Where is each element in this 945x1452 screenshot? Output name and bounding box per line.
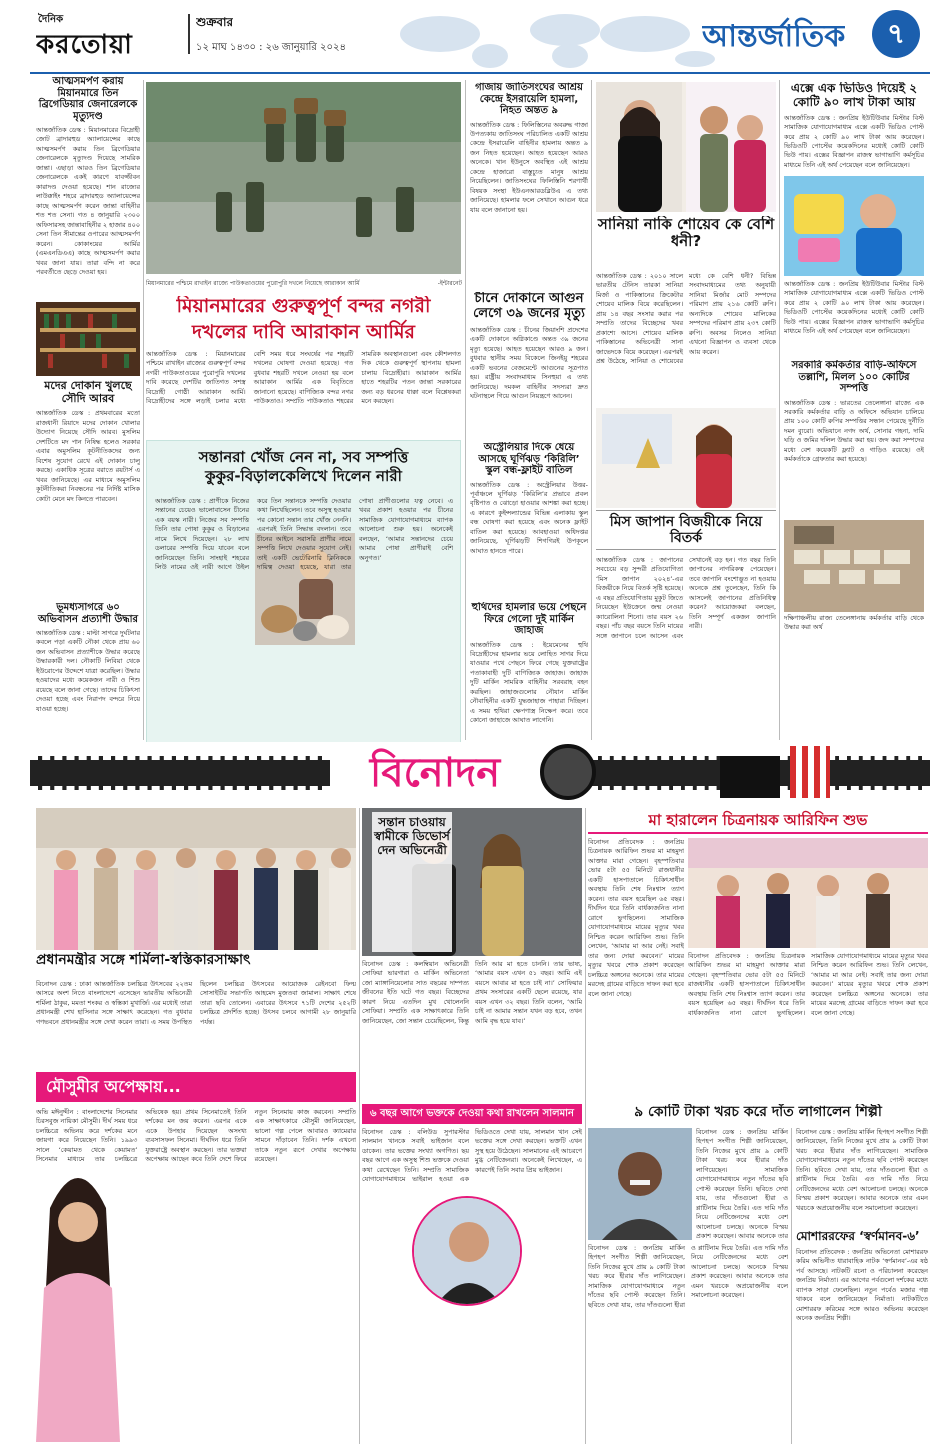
- story-mediterranean: [36, 602, 140, 742]
- story-raid-body: আন্তর্জাতিক ডেস্ক : ভারতের তেলেঙ্গানা রাজ্যে এক সরকারি কর্মকর্তার বাড়ি ও অফিসে অভিযান চালিয়ে প্রায় ১০০ কোটি রুপির সম্পত্তির সন্ধান পেয়েছে দুর্নীতি দমন ব্যুরো। অভিযানে নগদ অর্থ, সোনার গহনা, দামি ঘড়ি ও জমির দলিল উদ্ধার করা হয়। জব্দ করা সম্পদের মধ্যে বেশ কয়েকটি ফ্ল্যাট ও গাড়িও রয়েছে। ওই কর্মকর্তাকে গ্রেফতার করা হয়েছে।: [784, 398, 924, 464]
- story-houthi: [470, 602, 588, 742]
- issue-date: ১২ মাঘ ১৪৩০ : ২৬ জানুয়ারি ২০২৪: [196, 42, 347, 53]
- story-salman-body: বিনোদন ডেস্ক : বলিউড সুপারস্টার সালমান খানকে সবাই ভাইজান বলে ডাকেন। তার ভক্তের সংখ্যা অগণিত। ছয় বছর আগে এক অসুস্থ শিশু ভক্তকে দেওয়া কথা রেখেছেন তিনি। সম্প্রতি সামাজিক যোগাযোগমাধ্যমে ভাইরাল হওয়া এক ভিডিওতে দেখা যায়, সালমান খান সেই ভক্তের সঙ্গে দেখা করছেন। ভক্তটি এখন সুস্থ হয়ে উঠেছেন। সালমানের এই আচরণে মুগ্ধ নেটিজেনরা। অনেকেই লিখেছেন, এ কারণেই তিনি সবার প্রিয় ভাইজান।: [362, 1128, 582, 1184]
- story-china-fire-title: চীনে দোকানে আগুন লেগে ৩৯ জনের মৃত্যু: [473, 292, 585, 321]
- arakan-army-photo: [146, 82, 461, 274]
- story-sharmila-title: প্রধানমন্ত্রীর সঙ্গে শর্মিলা-স্বস্তিকারসাক্ষাৎ: [36, 952, 251, 968]
- column-divider: [591, 80, 592, 740]
- story-raid-title: সরকারি কর্মকর্তার বাড়ি-অফিসে তল্লাশি, মিলল ১০০ কোটির সম্পত্তি: [791, 360, 917, 394]
- story-sharmila-body: বিনোদন ডেস্ক : ঢাকা আন্তর্জাতিক চলচ্চিত্র উৎসবের ২২তম আসরে অংশ নিতে বাংলাদেশে এসেছেন ভারতীয় অভিনেত্রী শর্মিলা ঠাকুর, মমতা শংকর ও স্বস্তিকা মুখার্জি। এর মধ্যেই তারা প্রধানমন্ত্রী শেখ হাসিনার সঙ্গে সাক্ষাৎ করেছেন। গত বুধবার গণভবনে প্রধানমন্ত্রীর সঙ্গে দেখা করেন তারা। এ সময় উপস্থিত ছিলেন চলচ্চিত্র উৎসবের আয়োজক রেইনবো ফিল্ম সোসাইটির সভাপতি আহমেদ মুজতবা জামাল। সাক্ষাৎ শেষে তারা ছবি তোলেন। এবারের উৎসবে ৭১টি দেশের ২৫২টি চলচ্চিত্র প্রদর্শিত হচ্ছে। উৎসব চলবে আগামী ২৮ জানুয়ারি পর্যন্ত।: [36, 980, 356, 1026]
- film-reel-icon: [540, 744, 596, 800]
- story-gaza: [470, 82, 588, 288]
- story-gaza-title: গাজায় জাতিসংঘের আশ্রয় কেন্দ্রে ইসরায়েলি হামলা, নিহত অন্তত ৯: [475, 82, 583, 116]
- story-sofia-body: বিনোদন ডেস্ক : কলম্বিয়ান অভিনেত্রী সোফিয়া ভারগারা ও মার্কিন অভিনেতা জো ম্যাঙ্গানিয়েলোর সাত বছরের দাম্পত্য জীবনের ইতি ঘটে গত বছর। বিচ্ছেদের কারণ নিয়ে এতদিন মুখ খোলেননি সোফিয়া। সম্প্রতি এক সাক্ষাৎকারে তিনি জানিয়েছেন, জো সন্তান চেয়েছিলেন, কিন্তু তিনি আর মা হতে চাননি। তার ভাষ্য, ‘আমার বয়স এখন ৫১ বছর। আমি এই বয়সে আবার মা হতে চাই না।’ সোফিয়ার প্রথম সংসারের একটি ছেলে রয়েছে, যার বয়স এখন ৩২ বছর। তিনি বলেন, ‘আমি চাই না আমার সন্তান যখন বড় হবে, তখন আমি বৃদ্ধ হয়ে যাব।’: [362, 960, 582, 1025]
- sania-photo: [596, 82, 776, 212]
- column-divider: [465, 80, 466, 740]
- pets-headline-line2: কুকুর-বিড়ালকেলিখে দিলেন নারী: [205, 467, 402, 486]
- column-divider: [779, 80, 780, 740]
- popcorn-icon: [790, 746, 830, 798]
- miss-japan-photo: [596, 408, 776, 508]
- story-saudi-liquor: [36, 380, 140, 630]
- issue-day: শুক্রবার: [196, 15, 234, 29]
- masthead-divider: [188, 14, 190, 54]
- story-sofia-title: সন্তান চাওয়ায় স্বামীকে ডিভোর্স দেন অভিনেত্রী: [372, 812, 452, 952]
- arifin-photo: [688, 838, 928, 948]
- story-sania-body: আন্তর্জাতিক ডেস্ক : ২০১০ সালে ভারতীয় টেনিস তারকা সানিয়া মির্জা ও পাকিস্তানের ক্রিকেটার শোয়েব মালিক বিয়ে করেছিলেন। প্রায় ১৪ বছর সংসার করার পর সম্প্রতি তাদের বিচ্ছেদের খবর প্রকাশ্যে আসে। শোয়েব মালিক পাকিস্তানের অভিনেত্রী সানা জাভেদকে বিয়ে করেছেন। এরপরই প্রশ্ন উঠেছে, সানিয়া ও শোয়েবের মধ্যে কে বেশি ধনী? বিভিন্ন সংবাদমাধ্যমের তথ্য অনুযায়ী সানিয়া মির্জার মোট সম্পদের পরিমাণ প্রায় ২১৬ কোটি রুপি। অন্যদিকে শোয়েব মালিকের সম্পদের পরিমাণ প্রায় ২৩৭ কোটি রুপি। অবসর নিলেও সানিয়া এখনো বিজ্ঞাপন ও ব্যবসা থেকে আয় করেন।: [596, 272, 776, 366]
- story-brigadier-title: আত্মসমর্পণ করায় মিয়ানমারে তিন ব্রিগেডিয়ার জেনারেলকে মৃত্যুদণ্ড: [38, 76, 138, 122]
- story-youtube-body-2: আন্তর্জাতিক ডেস্ক : জনপ্রিয় ইউটিউবার মিস্টার বিস্ট সামাজিক যোগাযোগমাধ্যম এক্সে একটি ভিডিও পোস্ট করে প্রায় ২ কোটি ৯০ লাখ টাকা আয় করেছেন। ভিডিওটি পোস্টের কয়েকদিনের মধ্যেই কোটি কোটি ভিউ পায়। এক্সের বিজ্ঞাপন রাজস্ব ভাগাভাগি কর্মসূচির মাধ্যমে তিনি এই অর্থ পেয়েছেন বলে জানিয়েছেন।: [784, 280, 924, 336]
- masthead: [0, 0, 945, 80]
- story-brigadier-body: আন্তর্জাতিক ডেস্ক : মিয়ানমারের বিদ্রোহী জোট ব্রাদারহুড অ্যালায়েন্সের কাছে আত্মসমর্পণ করায় তিন ব্রিগেডিয়ার জেনারেলকে মৃত্যুদণ্ড দিয়েছে সামরিক জান্তা। এছাড়া আরও তিন ব্রিগেডিয়ার জেনারেলকে একই কারণে যাবজ্জীবন কারাদণ্ড দেওয়া হয়েছে। শান রাজ্যের লাউক্কাইং শহরে ব্রাদারহুড অ্যালায়েন্সের কাছে আত্মসমর্পণ করেন জান্তা বাহিনীর শত শত সেনা। গত ৪ জানুয়ারি ২৩০০ অফিসারসহ জান্তাবাহিনীর ২ হাজার ৪০০ সেনা তিন সীমান্তের ওপারের আত্মসমর্পণ করেন। কোকাংয়ের আর্মির (এমএনডিএএ) কাছে আত্মসমর্পণ করার খবর জানা যায়। তারা বন্দি না করে পরবর্তীতে ছেড়ে দেওয়া হয়।: [36, 126, 140, 277]
- section-title: আন্তর্জাতিক: [702, 19, 846, 54]
- story-brigadier: [36, 76, 140, 298]
- story-mosharraf-title: মোশাররফের ‘স্বর্ণমানব-৬’: [796, 1229, 920, 1243]
- teeth-photo: [588, 1128, 692, 1240]
- column-divider: [791, 1128, 792, 1444]
- arakan-photo-caption: মিয়ানমারের পশ্চিমে রাখাইন রাজ্যে পাউকতাওয়ের পুরোপুরি দখলে নিয়েছে আরাকান আর্মি: [146, 280, 360, 287]
- arakan-body: আন্তর্জাতিক ডেস্ক : মিয়ানমারের পশ্চিমে রাখাইন রাজ্যের গুরুত্বপূর্ণ বন্দর নগরী পাউকতাওয়ের পুরোপুরি দখলের দাবি করেছে দেশটির জাতিগত সশস্ত্র বিদ্রোহী গোষ্ঠী আরাকান আর্মি। বিদ্রোহীদের সঙ্গে লড়াই চলার মধ্যে বেশি সময় ধরে সংঘর্ষের পর শহরটি দখলের ঘোষণা দেওয়া হয়েছে। গত বুধবার শহরটি দখলে নেওয়া হয় বলে আরাকান আর্মির এক বিবৃতিতে জানানো হয়েছে। বাণিজ্যিক বন্দর নগর পাউকতাও। সম্প্রতি পাউকতাও শহরের সামরিক অবস্থানগুলো এবং কৌশলগত দিক থেকে গুরুত্বপূর্ণ স্থাপনায় হামলা চালায় বিদ্রোহীরা। আরাকান আর্মির হাতে শহরটির পতন জান্তা সরকারের জন্য বড় ধরনের ধাক্কা বলে বিশ্লেষকরা মনে করছেন।: [146, 350, 461, 406]
- arakan-headline: [146, 296, 461, 344]
- sharmila-pm-photo: [36, 808, 356, 950]
- column-divider: [585, 808, 586, 1444]
- story-houthi-title: হুথিদের হামলার ভয়ে পেছনে ফিরে গেলো দুই মার্কিন জাহাজ: [471, 602, 587, 636]
- story-arifin-body: বিনোদন প্রতিবেদক : জনপ্রিয় চিত্রনায়ক আরিফিন শুভর মা মাহমুদা আক্তার মারা গেছেন। বৃহস্পতিবার ভোর ৫টা ৫৫ মিনিটে রাজধানীর একটি হাসপাতালে চিকিৎসাধীন অবস্থায় তিনি শেষ নিঃশ্বাস ত্যাগ করেন। তার বয়স হয়েছিল ৬৫ বছর। দীর্ঘদিন ধরে তিনি বার্ধক্যজনিত নানা রোগে ভুগছিলেন। সামাজিক যোগাযোগমাধ্যমে মায়ের মৃত্যুর খবর নিশ্চিত করেন আরিফিন শুভ। তিনি লেখেন, ‘আমার মা আর নেই। সবাই তার জন্য দোয়া করবেন।’ মায়ের মৃত্যুর খবরে শোক প্রকাশ করেছেন চলচ্চিত্র অঙ্গনের অনেকে। তার মায়ের মরদেহ গ্রামের বাড়িতে দাফন করা হবে বলে জানা গেছে।: [588, 838, 684, 998]
- story-miss-japan-title: মিস জাপান বিজয়ীকে নিয়ে বিতর্ক: [596, 510, 776, 550]
- raid-photo-caption: দক্ষিণাঞ্চলীয় রাজ্য তেলেঙ্গানায় কর্মকর্তার বাড়ি থেকে উদ্ধার করা অর্থ: [784, 614, 924, 632]
- story-cyclone-title: অস্ট্রেলিয়ার দিকে ধেয়ে আসছে ঘূর্ণিঝড় ‘কিরিলি’ স্কুল বন্ধ-ফ্লাইট বাতিল: [478, 442, 580, 476]
- story-teeth-body-2: বিনোদন ডেস্ক : জনপ্রিয় মার্কিন হিপহপ সংগীত শিল্পী জানিয়েছেন, তিনি নিজের মুখে প্রায় ৯ কোটি টাকা খরচ করে হীরার দাঁত লাগিয়েছেন। সামাজিক যোগাযোগমাধ্যমে নতুন দাঁতের ছবি পোস্ট করেছেন তিনি। ছবিতে দেখা যায়, তার দাঁতগুলো হীরা ও প্লাটিনাম দিয়ে তৈরি। এত দামি দাঁত নিয়ে নেটিজেনদের মধ্যে বেশ আলোচনা চলছে। অনেকে বিস্ময় প্রকাশ করেছেন। আবার অনেকে তার: [696, 1128, 788, 1240]
- masthead-rule: [30, 72, 930, 74]
- story-sania-title: সানিয়া নাকি শোয়েব কে বেশি ধনী?: [597, 216, 775, 251]
- story-mediterranean-body: আন্তর্জাতিক ডেস্ক : মাল্টা সাগরে দুর্ঘটনার কবলে পড়া একটি নৌকা থেকে প্রায় ৬০ জন অভিবাসন প্রত্যাশীকে উদ্ধার করেছে উদ্ধারকারী দল। নৌকাটি লিবিয়া থেকে ইউরোপের উদ্দেশে যাত্রা করেছিল। উদ্ধার হওয়াদের মধ্যে কয়েকজন নারী ও শিশু রয়েছে বলে জানা গেছে। তাদের চিকিৎসা দেওয়া হচ্ছে এবং নিরাপদ বন্দরে নিয়ে যাওয়া হচ্ছে।: [36, 629, 140, 713]
- raid-cash-photo: [784, 520, 924, 612]
- paper-logo: [36, 10, 186, 58]
- entertainment-banner-title: বিনোদন: [330, 744, 540, 802]
- story-youtube-title: এক্সে এক ভিডিও দিয়েই ২ কোটি ৯০ লাখ টাকা আয়: [790, 82, 918, 109]
- liquor-shop-photo: [36, 302, 140, 376]
- story-cyclone: [470, 442, 588, 598]
- clapperboard-icon: [720, 746, 780, 798]
- pets-body: আন্তর্জাতিক ডেস্ক : প্রাণীকে নিজের সন্তানের চেয়েও ভালোবাসেন চীনের এক বয়স্ক নারী। নিজের সব সম্পত্তি তিনি তার পোষা কুকুর ও বিড়ালের নামে লিখে দিয়েছেন। ২৮ লাখ ডলারের সম্পত্তি দিয়ে যাবেন বলে জানিয়েছেন তিনি। সাংহাই শহরের লিউ নামের ওই নারী আগে উইল করে তিন সন্তানকে সম্পত্তি দেওয়ার কথা লিখেছিলেন। তবে অসুস্থ হওয়ার পর কোনো সন্তান তার খোঁজ নেননি। এরপরই তিনি সিদ্ধান্ত বদলান। তবে চীনের আইনে সরাসরি প্রাণীর নামে সম্পত্তি লিখে দেওয়ার সুযোগ নেই। তাই একটি ভেটেরিনারি ক্লিনিককে দায়িত্ব দেওয়া হয়েছে, যারা তার পোষা প্রাণীগুলোর যত্ন নেবে। এ খবর প্রকাশ হওয়ার পর চীনের সামাজিক যোগাযোগমাধ্যমে ব্যাপক আলোচনা শুরু হয়। অনেকেই বলছেন, ‘আমার সন্তানদের চেয়ে আমার পোষা প্রাণীরাই বেশি অনুগত।’: [155, 497, 453, 572]
- story-moushumi-body: অভি মঈনুদ্দীন : বাংলাদেশের সিনেমার চিরসবুজ নায়িকা মৌসুমী। দীর্ঘ সময় ধরে চলচ্চিত্রে অভিনয় করে দর্শকের মনে জায়গা করে নিয়েছেন তিনি। ১৯৯৩ সালে ‘কেয়ামত থেকে কেয়ামত’ সিনেমার মাধ্যমে তার চলচ্চিত্রে অভিষেক হয়। প্রথম সিনেমাতেই তিনি দর্শকের মন জয় করেন। এরপর একে একে উপহার দিয়েছেন অসংখ্য ব্যবসাসফল সিনেমা। দীর্ঘদিন ধরে তিনি যুক্তরাষ্ট্রে অবস্থান করছেন। তার ভক্তরা অপেক্ষায় আছেন কবে তিনি দেশে ফিরে নতুন সিনেমায় কাজ করবেন। সম্প্রতি এক সাক্ষাৎকারে মৌসুমী জানিয়েছেন, ভালো গল্প পেলে আবারও ক্যামেরার সামনে দাঁড়াবেন তিনি। দর্শক এখনো তাকে নতুন রূপে দেখার অপেক্ষায় রয়েছেন।: [36, 1108, 356, 1164]
- story-miss-japan-body: আন্তর্জাতিক ডেস্ক : জাপানের সবচেয়ে বড় সুন্দরী প্রতিযোগিতা ‘মিস জাপান ২০২৪’-এর বিজয়ীকে নিয়ে বিতর্ক সৃষ্টি হয়েছে। এ বছর প্রতিযোগিতায় মুকুট জিতে নিয়েছেন ইউক্রেনে জন্ম নেওয়া ক্যারোলিনা শিনো। তার বয়স ২৬ বছর। পাঁচ বছর বয়সে তিনি মায়ের সঙ্গে জাপানে চলে আসেন এবং সেখানেই বড় হন। গত বছর তিনি জাপানের নাগরিকত্ব পেয়েছেন। তবে জাপানি বংশোদ্ভূত না হওয়ায় অনেকে প্রশ্ন তুলেছেন, তিনি কি আসলেই জাপানের প্রতিনিধিত্ব করেন? আয়োজকরা বলছেন, তিনি সম্পূর্ণ একজন জাপানি নারী।: [596, 556, 776, 640]
- story-saudi-liquor-body: আন্তর্জাতিক ডেস্ক : প্রথমবারের মতো রাজধানী রিয়াদে মদের দোকান খোলার উদ্যোগ নিয়েছে সৌদি আরব। মুসলিম দেশটিতে মদ পান নিষিদ্ধ হলেও সরকার এবার অমুসলিম কূটনীতিকদের জন্য বিশেষ সুযোগ রেখে এই দোকান চালু করছে। একাধিক সূত্রের বরাতে রয়টার্স এ খবর জানিয়েছে। এর মাধ্যমে অমুসলিম কূটনীতিকরা নিবন্ধনের পর নির্দিষ্ট মাসিক কোটা মেনে মদ কিনতে পারবেন।: [36, 409, 140, 503]
- story-saudi-liquor-title: মদের দোকান খুলছে সৌদি আরব: [44, 380, 132, 405]
- story-arifin-body-2: বিনোদন প্রতিবেদক : জনপ্রিয় চিত্রনায়ক আরিফিন শুভর মা মাহমুদা আক্তার মারা গেছেন। বৃহস্পতিবার ভোর ৫টা ৫৫ মিনিটে রাজধানীর একটি হাসপাতালে চিকিৎসাধীন অবস্থায় তিনি শেষ নিঃশ্বাস ত্যাগ করেন। তার বয়স হয়েছিল ৬৫ বছর। দীর্ঘদিন ধরে তিনি বার্ধক্যজনিত নানা রোগে ভুগছিলেন। সামাজিক যোগাযোগমাধ্যমে মায়ের মৃত্যুর খবর নিশ্চিত করেন আরিফিন শুভ। তিনি লেখেন, ‘আমার মা আর নেই। সবাই তার জন্য দোয়া করবেন।’ মায়ের মৃত্যুর খবরে শোক প্রকাশ করেছেন চলচ্চিত্র অঙ্গনের অনেকে। তার মায়ের মরদেহ গ্রামের বাড়িতে দাফন করা হবে বলে জানা গেছে।: [688, 952, 928, 1017]
- story-mosharraf-body: বিনোদন প্রতিবেদক : জনপ্রিয় অভিনেতা মোশাররফ করিম অভিনীত ধারাবাহিক নাটক ‘স্বর্ণমানব’-এর ষষ্ঠ পর্ব আসছে। নাটকটি রচনা ও পরিচালনা করেছেন জনপ্রিয় নির্মাতা। এর আগের পর্বগুলো দর্শকের মধ্যে ব্যাপক সাড়া ফেলেছিল। নতুন পর্বেও মজার গল্প থাকবে বলে জানিয়েছেন নির্মাতা। নাটকটিতে মোশাররফ করিমের সঙ্গে আরও অভিনয় করেছেন অনেক জনপ্রিয় শিল্পী।: [796, 1247, 928, 1323]
- story-moushumi-title: মৌসুমীর অপেক্ষায়...: [46, 1077, 181, 1096]
- world-map-graphic: [380, 4, 740, 74]
- story-china-fire-body: আন্তর্জাতিক ডেস্ক : চীনের জিয়াংশি প্রদেশের একটি দোকানে অগ্নিকাণ্ডে অন্তত ৩৯ জনের মৃত্যু হয়েছে। আহত হয়েছেন আরও ৯ জন। বুধবার স্থানীয় সময় বিকেলে জিনইয়ু শহরের একটি ভবনের বেজমেন্টে আগুনের সূত্রপাত হয়। রাষ্ট্রীয় সংবাদমাধ্যম সিনহুয়া এ তথ্য জানিয়েছে। দমকল বাহিনীর সদস্যরা দ্রুত ঘটনাস্থলে গিয়ে আগুন নিয়ন্ত্রণে আনেন।: [470, 325, 588, 401]
- entertainment-banner: [30, 742, 930, 804]
- arakan-photo-credit: -ইন্টারনেট: [437, 280, 462, 287]
- story-teeth-body: বিনোদন ডেস্ক : জনপ্রিয় মার্কিন হিপহপ সংগীত শিল্পী জানিয়েছেন, তিনি নিজের মুখে প্রায় ৯ কোটি টাকা খরচ করে হীরার দাঁত লাগিয়েছেন। সামাজিক যোগাযোগমাধ্যমে নতুন দাঁতের ছবি পোস্ট করেছেন তিনি। ছবিতে দেখা যায়, তার দাঁতগুলো হীরা ও প্লাটিনাম দিয়ে তৈরি। এত দামি দাঁত নিয়ে নেটিজেনদের মধ্যে বেশ আলোচনা চলছে। অনেকে বিস্ময় প্রকাশ করেছেন। আবার অনেকে তার এমন খরচকে অপ্রয়োজনীয় বলে সমালোচনা করেছেন।: [588, 1244, 788, 1309]
- mrbeast-photo: [784, 176, 924, 276]
- paper-name: করতোয়া: [36, 30, 133, 58]
- story-mosharraf: [796, 1128, 928, 1444]
- story-salman-title: ৬ বছর আগে ভক্তকে দেওয়া কথা রাখলেন সালমান: [369, 1108, 575, 1119]
- story-gaza-body: আন্তর্জাতিক ডেস্ক : ফিলিস্তিনের অবরুদ্ধ গাজা উপত্যকায় জাতিসংঘ পরিচালিত একটি আশ্রয় কেন্দ্রে ইসরায়েলি বাহিনীর হামলায় অন্তত ৯ জন নিহত হয়েছেন। আহত হয়েছেন আরও অনেকে। খান ইউনুসে অবস্থিত এই আশ্রয় কেন্দ্রে হাজারো বাস্তুচ্যুত মানুষ আশ্রয় নিয়েছিলেন। জাতিসংঘের ফিলিস্তিনি শরণার্থী বিষয়ক সংস্থা ইউএনআরডব্লিউএ এ তথ্য জানিয়েছে। হামলার ফলে সেখানে আগুন ধরে যায় বলে জানানো হয়।: [470, 120, 588, 214]
- pets-story: [146, 440, 461, 744]
- paper-name-small: দৈনিক: [38, 14, 64, 25]
- pets-headline-line1: সন্তানরা খোঁজ নেন না, সব সম্পত্তি: [198, 448, 409, 466]
- story-teeth-title: ৯ কোটি টাকা খরচ করে দাঁত লাগালেন শিল্পী: [634, 1104, 882, 1120]
- arakan-headline-line1: মিয়ানমারের গুরুত্বপূর্ণ বন্দর নগরী: [176, 296, 431, 317]
- arifin-title-bar: [588, 808, 928, 834]
- story-cyclone-body: আন্তর্জাতিক ডেস্ক : অস্ট্রেলিয়ার উত্তর-পূর্বাঞ্চলে ঘূর্ণিঝড় ‘কিরিলি’র প্রভাবে প্রবল বৃষ্টিপাত ও ঝোড়ো হাওয়ার আশঙ্কা করা হচ্ছে। এ কারণে কুইন্সল্যান্ডের বিভিন্ন এলাকায় স্কুল বন্ধ ঘোষণা করা হয়েছে এবং অনেক ফ্লাইট বাতিল করা হয়েছে। আবহাওয়া অধিদপ্তর জানিয়েছে, ঘূর্ণিঝড়টি শিগগিরই উপকূলে আঘাত হানতে পারে।: [470, 480, 588, 555]
- column-divider: [359, 808, 360, 1444]
- page-number-badge: [872, 10, 920, 58]
- arakan-headline-line2: দখলের দাবি আরাকান আর্মির: [192, 320, 415, 343]
- story-arifin-title: মা হারালেন চিত্রনায়ক আরিফিন শুভ: [648, 811, 868, 829]
- film-strip-left: [30, 756, 330, 790]
- story-mosharraf-lead: বিনোদন ডেস্ক : জনপ্রিয় মার্কিন হিপহপ সংগীত শিল্পী জানিয়েছেন, তিনি নিজের মুখে প্রায় ৯ কোটি টাকা খরচ করে হীরার দাঁত লাগিয়েছেন। সামাজিক যোগাযোগমাধ্যমে নতুন দাঁতের ছবি পোস্ট করেছেন তিনি। ছবিতে দেখা যায়, তার দাঁতগুলো হীরা ও প্লাটিনাম দিয়ে তৈরি। এত দামি দাঁত নিয়ে নেটিজেনদের মধ্যে বেশ আলোচনা চলছে। অনেকে বিস্ময় প্রকাশ করেছেন। আবার অনেকে তার এমন খরচকে অপ্রয়োজনীয় বলে সমালোচনা করেছেন।: [796, 1128, 928, 1212]
- moushumi-title-bar: [36, 1072, 356, 1102]
- page-number: ৭: [886, 17, 906, 50]
- story-youtube-body: আন্তর্জাতিক ডেস্ক : জনপ্রিয় ইউটিউবার মিস্টার বিস্ট সামাজিক যোগাযোগমাধ্যম এক্সে একটি ভিডিও পোস্ট করে প্রায় ২ কোটি ৯০ লাখ টাকা আয় করেছেন। ভিডিওটি পোস্টের কয়েকদিনের মধ্যেই কোটি কোটি ভিউ পায়। এক্সের বিজ্ঞাপন রাজস্ব ভাগাভাগি কর্মসূচির মাধ্যমে তিনি এই অর্থ পেয়েছেন বলে জানিয়েছেন।: [784, 113, 924, 169]
- story-houthi-body: আন্তর্জাতিক ডেস্ক : ইয়েমেনের হুথি বিদ্রোহীদের হামলার ভয়ে লোহিত সাগর দিয়ে যাওয়ার পথে পেছনে ফিরে গেছে যুক্তরাষ্ট্রের পতাকাবাহী দুটি বাণিজ্যিক জাহাজ। জাহাজ দুটি মার্কিন সামরিক বাহিনীর সরবরাহ বহন করছিল। জাহাজগুলোর নৌযান মার্কিন নৌবাহিনীর একটি যুদ্ধজাহাজ পাহারা দিচ্ছিল। এ সময় হুথিরা ক্ষেপণাস্ত্র নিক্ষেপ করে। তবে কোনো জাহাজে আঘাত লাগেনি।: [470, 640, 588, 725]
- story-mediterranean-title: ভূমধ্যসাগরে ৬০ অভিবাসন প্রত্যাশী উদ্ধার: [37, 602, 139, 625]
- story-china-fire: [470, 292, 588, 438]
- column-divider: [143, 80, 144, 740]
- salman-title-bar: [362, 1104, 582, 1124]
